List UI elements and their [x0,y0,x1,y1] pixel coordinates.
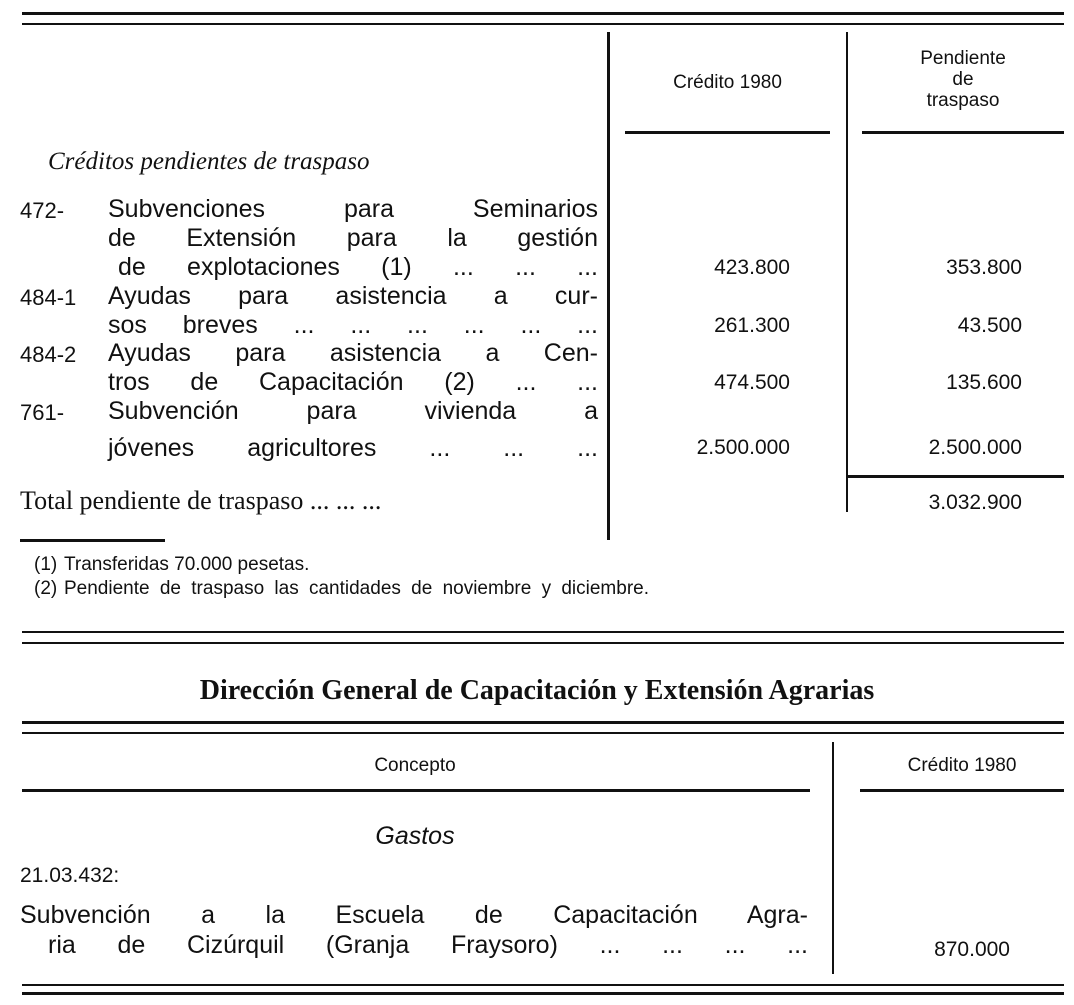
bottom-rule [22,992,1064,995]
total-rule [848,475,1064,478]
group-title: Gastos [375,822,455,850]
total-value: 3.032.900 [928,491,1022,514]
column-divider [846,32,848,512]
header-credito: Crédito 1980 [907,755,1017,776]
total-label: Total pendiente de traspaso ... ... ... [20,486,382,515]
header-rule [862,131,1064,134]
header-concepto: Concepto [374,755,456,776]
bottom-rule [22,984,1064,986]
budget-code: 21.03.432: [20,864,120,887]
footnote-rule [20,539,165,542]
section-rule [22,642,1064,644]
item-value: 870.000 [934,938,1010,961]
footnote: (2) Pendiente de traspaso las cantidades de noviembre y diciembre. [34,578,649,599]
header-rule [860,789,1064,792]
header-rule [22,789,810,792]
top-rule-thin [22,23,1064,25]
row-code: 472- [20,198,65,223]
section-title: Créditos pendientes de traspaso [48,148,370,175]
top-rule-thick [22,12,1064,15]
footnote: (1) Transferidas 70.000 pesetas. [34,554,310,575]
header-credito: Crédito 1980 [673,72,782,93]
header-rule [625,131,830,134]
section-heading: Dirección General de Capacitación y Extensión Agrarias [199,675,875,706]
column-divider [607,32,610,540]
section-rule [22,631,1064,633]
column-divider [832,742,834,974]
section-rule [22,721,1064,724]
section-rule [22,732,1064,734]
header-pendiente: Pendiente de traspaso [920,48,1006,111]
